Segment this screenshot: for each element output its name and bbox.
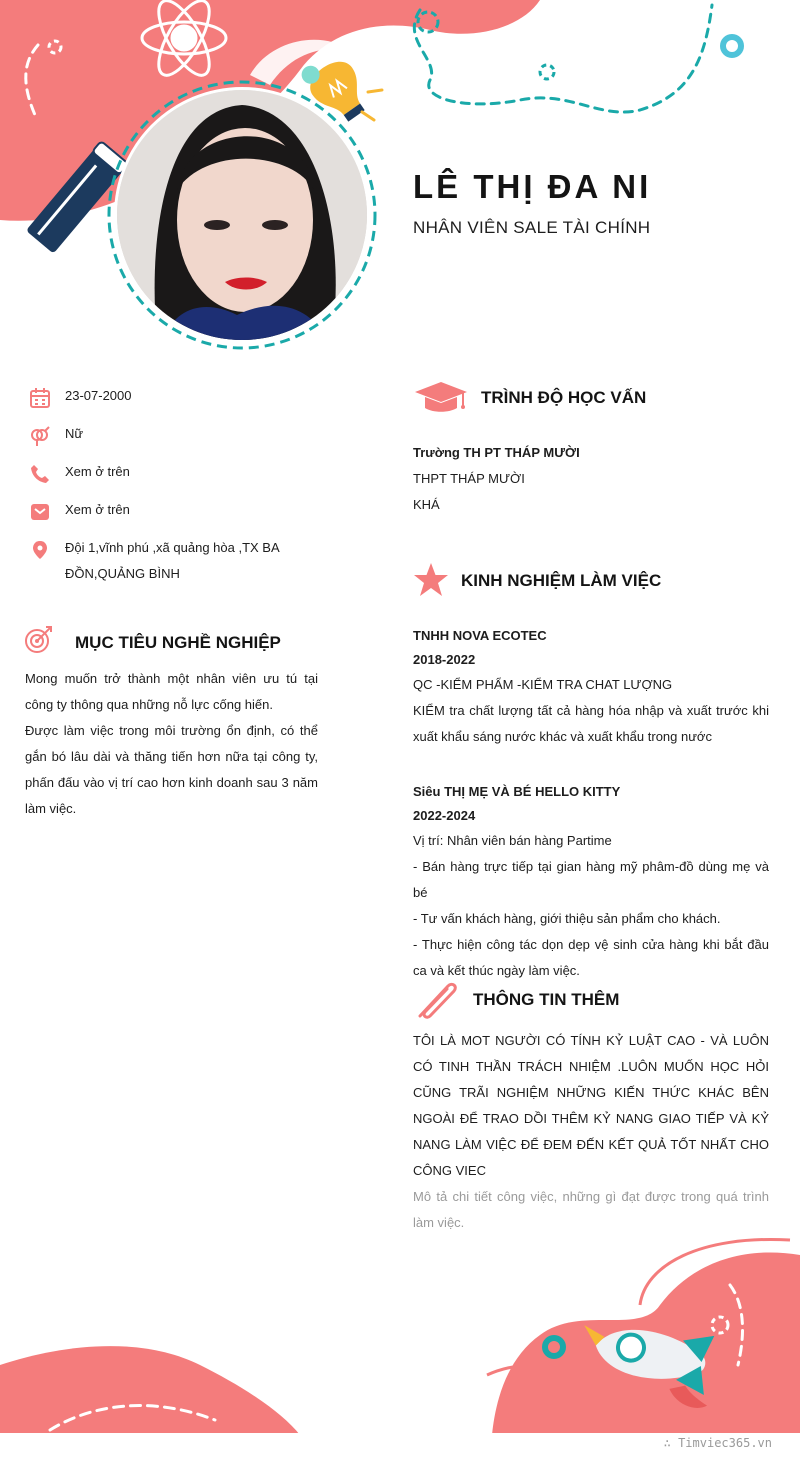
objective-line: Mong muốn trở thành một nhân viên ưu tú tại công ty thông qua những nỗ lực cống hiến.	[25, 671, 318, 712]
education-school: Trường TH PT THÁP MƯỜI	[413, 445, 580, 460]
header-decoration	[0, 0, 800, 360]
graduation-cap-icon	[413, 380, 469, 414]
experience-title: KINH NGHIỆM LÀM VIỆC	[461, 571, 662, 590]
gender-icon	[30, 426, 50, 446]
education-grade: KHÁ	[413, 497, 440, 512]
star-icon	[413, 562, 449, 598]
job-line: QC -KIỂM PHẨM -KIỂM TRA CHAT LƯỢNG	[413, 677, 673, 692]
job-line: Vị trí: Nhân viên bán hàng Partime	[413, 833, 612, 848]
job-line: - Thực hiện công tác dọn dẹp vệ sinh cửa hàng khi bắt đầu ca và kết thúc ngày làm việc.	[413, 937, 769, 978]
job-entry	[413, 624, 769, 750]
job-entry	[413, 780, 769, 984]
paperclip-icon	[414, 978, 460, 1020]
profile-photo	[117, 90, 367, 340]
job-company: TNHH NOVA ECOTEC	[413, 628, 547, 643]
job-line: KIỂM tra chất lượng tất cả hàng hóa nhập và xuất trước khi xuất khẩu sáng nước khác và xuất khẩu trong nước	[413, 703, 769, 744]
watermark: ∴ Timviec365.vn	[663, 1436, 772, 1450]
candidate-name: LÊ THỊ ĐA NI	[413, 168, 652, 205]
job-period: 2022-2024	[413, 808, 476, 823]
phone-icon	[30, 464, 50, 484]
objective-line: Được làm việc trong môi trường ổn định, có thể gắn bó lâu dài và thăng tiến hơn nữa tại công ty, phấn đấu vào vị trí cao hơn kinh doanh sau 3 năm làm việc.	[25, 723, 318, 816]
education-block	[413, 440, 769, 518]
location-pin-icon	[30, 540, 50, 560]
email-icon	[30, 502, 50, 522]
footer	[0, 1433, 800, 1457]
extra-title: THÔNG TIN THÊM	[473, 990, 620, 1009]
education-major: THPT THÁP MƯỜI	[413, 471, 525, 486]
job-company: Siêu THỊ MẸ VÀ BÉ HELLO KITTY	[413, 784, 621, 799]
job-title: NHÂN VIÊN SALE TÀI CHÍNH	[413, 218, 651, 237]
calendar-icon	[30, 388, 50, 408]
objective-text	[25, 666, 318, 822]
extra-text: TÔI LÀ MOT NGƯỜI CÓ TÍNH KỶ LUẬT CAO - VÀ LUÔN CÓ TINH THẦN TRÁCH NHIỆM .LUÔN MUỐN HỌC HỎI CŨNG TRÃI NGHIỆM NHỮNG KIẾN THỨC KHÁC BÊN NGOÀI ĐỂ TRAO DỒI THÊM KỶ NANG GIAO TIẾP VÀ KỶ NANG LÀM VIỆC ĐỂ ĐEM ĐẾN KẾT QUẢ TỐT NHẤT CHO CÔNG VIEC	[413, 1033, 769, 1178]
objective-title: MỤC TIÊU NGHỀ NGHIỆP	[75, 633, 281, 652]
education-title: TRÌNH ĐỘ HỌC VẤN	[481, 388, 647, 407]
footer-decoration	[0, 1225, 800, 1435]
target-icon	[24, 624, 54, 654]
extra-placeholder: Mô tả chi tiết công việc, những gì đạt được trong quá trình làm việc.	[413, 1189, 769, 1230]
job-period: 2018-2022	[413, 652, 476, 667]
job-line: - Tư vấn khách hàng, giới thiệu sản phẩm cho khách.	[413, 911, 721, 926]
job-line: - Bán hàng trực tiếp tại gian hàng mỹ phâm-đồ dùng mẹ và bé	[413, 859, 769, 900]
extra-block	[413, 1028, 769, 1236]
